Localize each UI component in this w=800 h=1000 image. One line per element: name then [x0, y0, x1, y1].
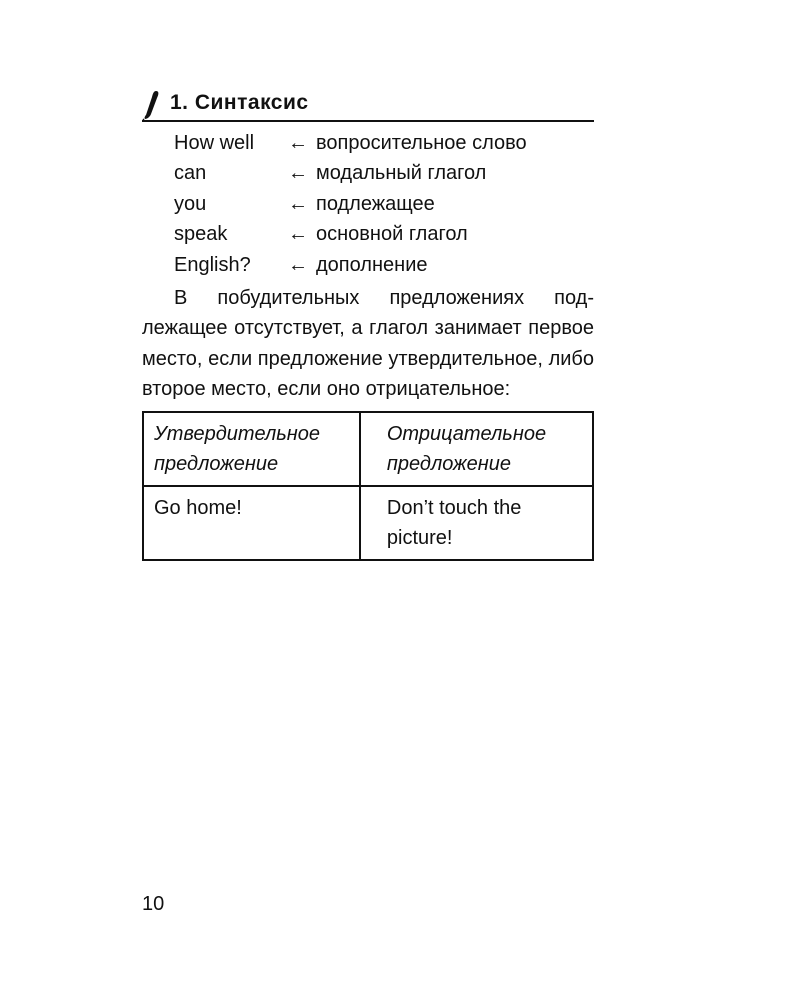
table-cell-affirmative: Go home!: [143, 486, 360, 560]
syntax-word: speak: [174, 223, 228, 246]
table-row: [143, 486, 593, 560]
body-paragraph: В побудительных предложениях подлежащее отсутствует, а глагол занимает первое место, если предложение утвердительное, либо второе место, если оно отрицательное:: [142, 286, 594, 400]
left-arrow-icon: ←: [288, 223, 308, 246]
table-header-affirmative: Утвердительное предложение: [143, 412, 360, 486]
syntax-row: [174, 250, 594, 281]
left-arrow-icon: ←: [288, 192, 308, 215]
syntax-row: [174, 189, 594, 220]
syntax-row: [174, 220, 594, 251]
section-header: [142, 88, 594, 122]
left-arrow-icon: ←: [288, 162, 308, 185]
left-arrow-icon: ←: [288, 253, 308, 276]
syntax-list: [142, 128, 594, 281]
syntax-role: вопросительное слово: [316, 131, 527, 154]
examples-table: [142, 411, 594, 561]
section-title: 1. Синтаксис: [170, 91, 309, 114]
page-number: 10: [142, 893, 165, 915]
left-arrow-icon: ←: [288, 131, 308, 154]
syntax-word: you: [174, 192, 207, 215]
syntax-row: [174, 128, 594, 159]
syntax-word: How well: [174, 131, 255, 154]
table-cell-negative: Don’t touch the picture!: [360, 486, 593, 560]
syntax-row: [174, 159, 594, 190]
syntax-word: can: [174, 162, 207, 185]
syntax-role: подлежащее: [316, 192, 435, 215]
page-content: [142, 88, 594, 561]
syntax-role: основной глагол: [316, 223, 468, 246]
table-header-negative: Отрицательное предложение: [360, 412, 593, 486]
syntax-role: модальный глагол: [316, 162, 487, 185]
syntax-word: English?: [174, 253, 251, 276]
table-header-row: [143, 412, 593, 486]
syntax-role: дополнение: [316, 253, 428, 276]
pen-icon: [142, 90, 162, 120]
